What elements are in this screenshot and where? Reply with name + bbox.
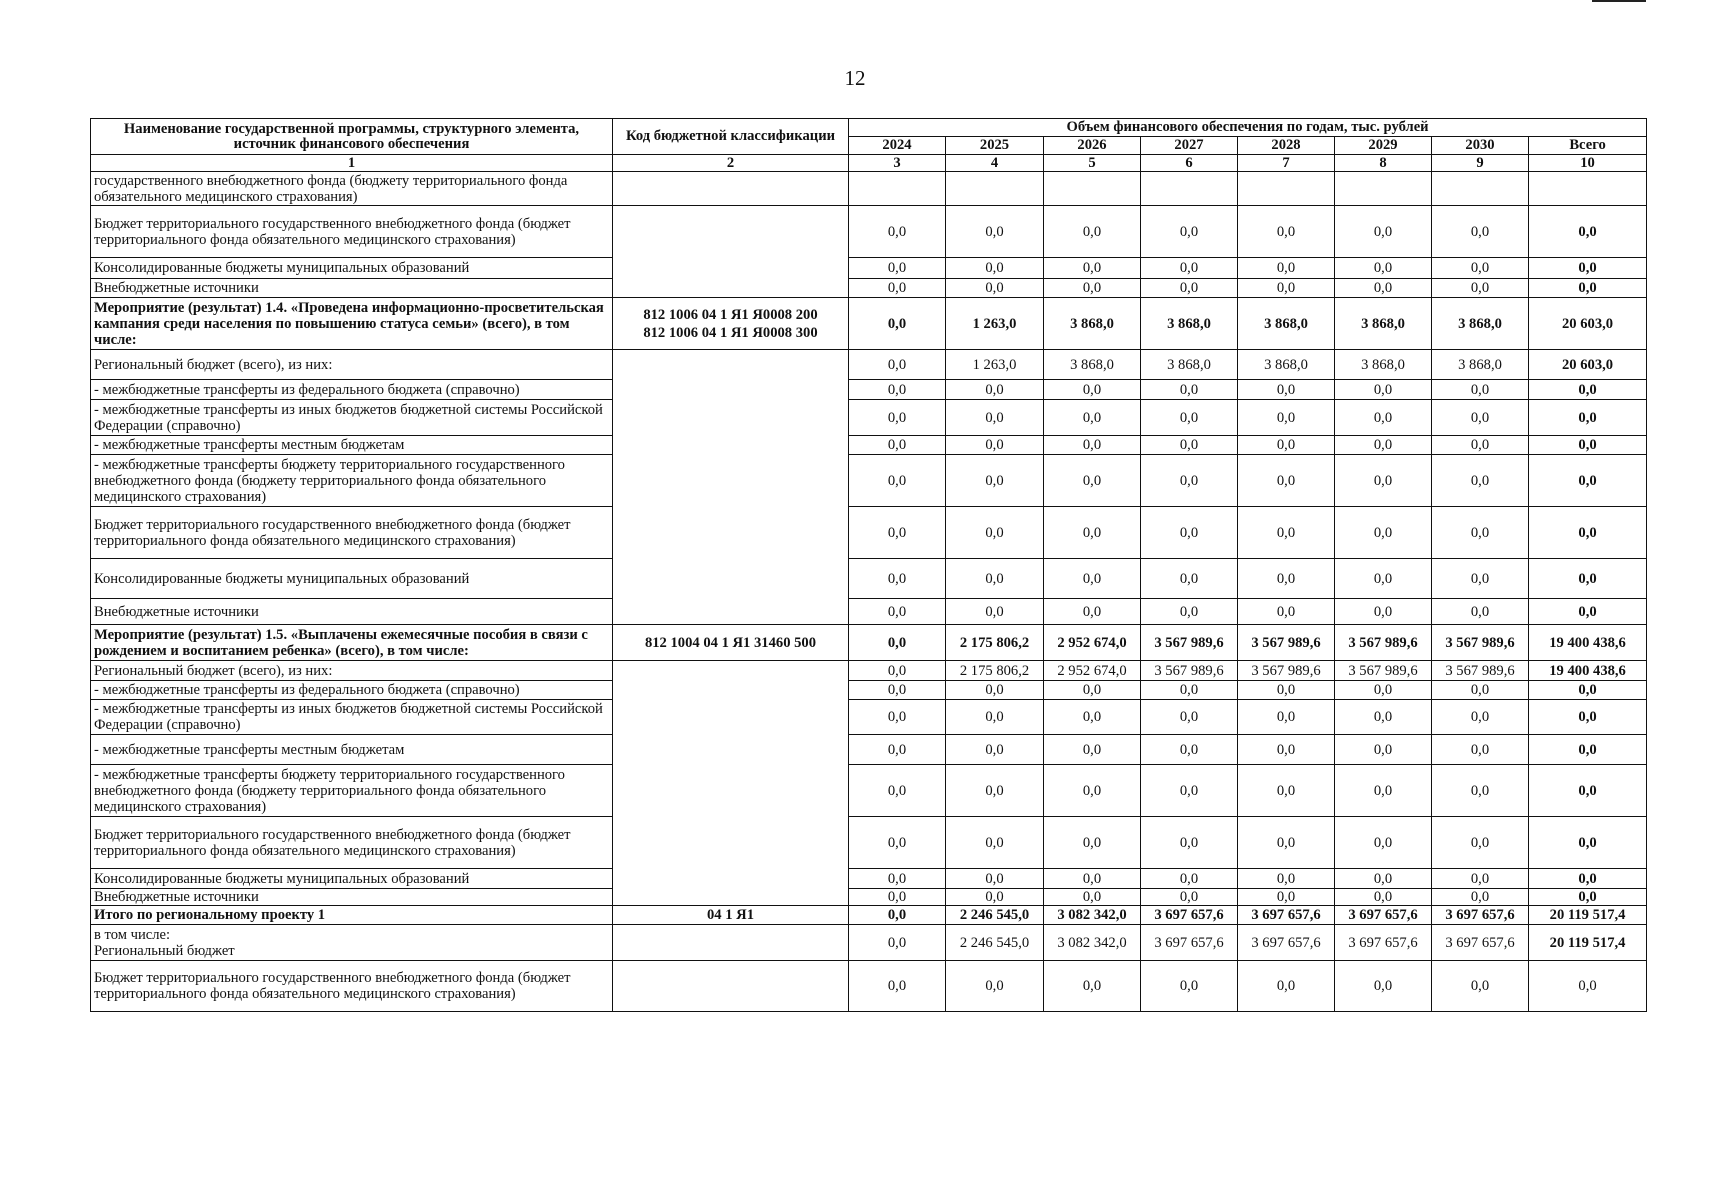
column-number: 4 <box>946 155 1044 172</box>
column-number: 10 <box>1529 155 1647 172</box>
total-value: 0,0 <box>1529 961 1647 1012</box>
year-value: 0,0 <box>1238 206 1335 258</box>
year-value: 0,0 <box>849 817 946 869</box>
year-value: 3 697 657,6 <box>1238 925 1335 961</box>
year-value <box>1141 172 1238 206</box>
table-row <box>91 559 1647 599</box>
year-value: 2 952 674,0 <box>1044 661 1141 681</box>
year-value: 3 567 989,6 <box>1141 625 1238 661</box>
year-value <box>1044 172 1141 206</box>
year-value: 0,0 <box>849 961 946 1012</box>
year-value: 0,0 <box>1432 765 1529 817</box>
row-name: Мероприятие (результат) 1.4. «Проведена информационно-просветительская кампания среди населения по повышению статуса семьи» (всего), в том числе: <box>91 298 613 350</box>
year-value: 0,0 <box>1335 869 1432 889</box>
year-value: 0,0 <box>1141 869 1238 889</box>
table-row <box>91 765 1647 817</box>
budget-code <box>613 925 849 961</box>
year-value: 0,0 <box>946 869 1044 889</box>
table-row <box>91 661 1647 681</box>
year-value: 0,0 <box>1432 869 1529 889</box>
header-name-column: Наименование государственной программы, структурного элемента, источник финансового обеспечения <box>91 119 613 155</box>
column-number: 6 <box>1141 155 1238 172</box>
row-name: Мероприятие (результат) 1.5. «Выплачены ежемесячные пособия в связи с рождением и воспитанием ребенка» (всего), в том числе: <box>91 625 613 661</box>
row-name: - межбюджетные трансферты из федерального бюджета (справочно) <box>91 681 613 700</box>
year-value: 0,0 <box>1141 599 1238 625</box>
year-value: 0,0 <box>1238 889 1335 906</box>
year-value: 3 868,0 <box>1238 298 1335 350</box>
year-value: 0,0 <box>1335 455 1432 507</box>
budget-code <box>613 661 849 906</box>
year-value <box>1335 172 1432 206</box>
table-row <box>91 906 1647 925</box>
row-name: Внебюджетные источники <box>91 279 613 298</box>
year-value: 0,0 <box>946 735 1044 765</box>
year-value: 0,0 <box>849 206 946 258</box>
row-name: Региональный бюджет (всего), из них: <box>91 350 613 380</box>
year-value: 0,0 <box>849 400 946 436</box>
year-value: 0,0 <box>946 559 1044 599</box>
financing-table <box>90 118 1647 1012</box>
total-value: 0,0 <box>1529 507 1647 559</box>
row-name: Итого по региональному проекту 1 <box>91 906 613 925</box>
row-name: в том числе: Региональный бюджет <box>91 925 613 961</box>
year-value: 0,0 <box>1141 735 1238 765</box>
header-year: 2026 <box>1044 137 1141 155</box>
year-value: 0,0 <box>1335 817 1432 869</box>
header-year: 2027 <box>1141 137 1238 155</box>
year-value: 3 567 989,6 <box>1335 625 1432 661</box>
year-value: 0,0 <box>1141 436 1238 455</box>
table-row <box>91 961 1647 1012</box>
year-value: 2 246 545,0 <box>946 925 1044 961</box>
year-value: 0,0 <box>1238 455 1335 507</box>
year-value: 0,0 <box>1238 279 1335 298</box>
year-value: 2 952 674,0 <box>1044 625 1141 661</box>
year-value: 0,0 <box>1141 681 1238 700</box>
year-value: 0,0 <box>849 661 946 681</box>
table-row <box>91 380 1647 400</box>
total-value: 0,0 <box>1529 206 1647 258</box>
year-value: 0,0 <box>1335 258 1432 279</box>
year-value: 2 246 545,0 <box>946 906 1044 925</box>
total-value: 0,0 <box>1529 455 1647 507</box>
year-value: 0,0 <box>1432 599 1529 625</box>
total-value: 0,0 <box>1529 599 1647 625</box>
year-value: 0,0 <box>1141 258 1238 279</box>
table-row <box>91 298 1647 350</box>
year-value: 3 697 657,6 <box>1141 925 1238 961</box>
year-value: 0,0 <box>1141 279 1238 298</box>
year-value: 0,0 <box>1044 599 1141 625</box>
year-value: 0,0 <box>849 700 946 735</box>
budget-code <box>613 961 849 1012</box>
year-value: 0,0 <box>1335 380 1432 400</box>
header-year: 2028 <box>1238 137 1335 155</box>
year-value: 0,0 <box>1238 869 1335 889</box>
year-value: 3 868,0 <box>1432 298 1529 350</box>
column-number: 9 <box>1432 155 1529 172</box>
year-value: 3 567 989,6 <box>1141 661 1238 681</box>
year-value: 0,0 <box>1044 735 1141 765</box>
year-value: 0,0 <box>1432 380 1529 400</box>
year-value: 0,0 <box>1238 436 1335 455</box>
total-value: 0,0 <box>1529 700 1647 735</box>
year-value: 0,0 <box>946 279 1044 298</box>
year-value: 0,0 <box>849 735 946 765</box>
year-value: 0,0 <box>946 889 1044 906</box>
year-value: 0,0 <box>946 765 1044 817</box>
year-value: 3 868,0 <box>1044 350 1141 380</box>
column-number: 8 <box>1335 155 1432 172</box>
table-row <box>91 350 1647 380</box>
column-number-row <box>91 155 1647 172</box>
table-row <box>91 625 1647 661</box>
year-value: 0,0 <box>1432 436 1529 455</box>
year-value: 0,0 <box>1238 258 1335 279</box>
year-value: 0,0 <box>1044 961 1141 1012</box>
year-value: 0,0 <box>1044 559 1141 599</box>
year-value: 0,0 <box>1335 279 1432 298</box>
year-value: 0,0 <box>849 559 946 599</box>
year-value: 0,0 <box>849 436 946 455</box>
year-value: 0,0 <box>1141 817 1238 869</box>
total-value: 0,0 <box>1529 735 1647 765</box>
year-value: 0,0 <box>1044 817 1141 869</box>
budget-code <box>613 172 849 206</box>
year-value: 0,0 <box>1432 961 1529 1012</box>
row-name: Консолидированные бюджеты муниципальных образований <box>91 559 613 599</box>
year-value: 3 567 989,6 <box>1238 661 1335 681</box>
year-value: 0,0 <box>946 817 1044 869</box>
year-value: 3 567 989,6 <box>1432 661 1529 681</box>
year-value: 0,0 <box>946 436 1044 455</box>
year-value: 0,0 <box>1141 455 1238 507</box>
year-value: 3 868,0 <box>1141 298 1238 350</box>
year-value: 0,0 <box>1044 507 1141 559</box>
year-value: 0,0 <box>1432 258 1529 279</box>
year-value: 0,0 <box>1432 735 1529 765</box>
year-value: 0,0 <box>1044 380 1141 400</box>
year-value: 0,0 <box>1432 507 1529 559</box>
column-number: 3 <box>849 155 946 172</box>
table-row <box>91 889 1647 906</box>
year-value: 0,0 <box>849 599 946 625</box>
header-year: 2024 <box>849 137 946 155</box>
year-value: 0,0 <box>1238 765 1335 817</box>
total-value: 20 603,0 <box>1529 298 1647 350</box>
year-value: 0,0 <box>1044 869 1141 889</box>
year-value <box>946 172 1044 206</box>
year-value: 0,0 <box>946 507 1044 559</box>
table-row <box>91 172 1647 206</box>
row-name: Бюджет территориального государственного внебюджетного фонда (бюджет территориального фонда обязательного медицинского страхования) <box>91 961 613 1012</box>
year-value: 0,0 <box>1238 961 1335 1012</box>
total-value: 0,0 <box>1529 559 1647 599</box>
total-value: 0,0 <box>1529 817 1647 869</box>
year-value: 0,0 <box>849 298 946 350</box>
row-name: Региональный бюджет (всего), из них: <box>91 661 613 681</box>
year-value: 0,0 <box>1432 400 1529 436</box>
table-row <box>91 869 1647 889</box>
year-value: 0,0 <box>1432 455 1529 507</box>
year-value: 0,0 <box>1335 400 1432 436</box>
year-value: 3 082 342,0 <box>1044 925 1141 961</box>
year-value: 0,0 <box>946 455 1044 507</box>
year-value: 0,0 <box>946 380 1044 400</box>
year-value: 0,0 <box>849 279 946 298</box>
year-value: 0,0 <box>1238 380 1335 400</box>
year-value: 3 697 657,6 <box>1141 906 1238 925</box>
header-year: 2029 <box>1335 137 1432 155</box>
year-value: 0,0 <box>1432 559 1529 599</box>
year-value: 0,0 <box>1141 765 1238 817</box>
table-row <box>91 700 1647 735</box>
year-value: 0,0 <box>1141 889 1238 906</box>
year-value: 0,0 <box>1335 206 1432 258</box>
row-name: - межбюджетные трансферты из иных бюджетов бюджетной системы Российской Федерации (справочно) <box>91 700 613 735</box>
year-value: 0,0 <box>1238 735 1335 765</box>
year-value: 0,0 <box>1335 889 1432 906</box>
year-value: 0,0 <box>1432 206 1529 258</box>
year-value: 1 263,0 <box>946 298 1044 350</box>
row-name: Бюджет территориального государственного внебюджетного фонда (бюджет территориального фонда обязательного медицинского страхования) <box>91 817 613 869</box>
year-value: 0,0 <box>1238 599 1335 625</box>
year-value: 3 697 657,6 <box>1432 925 1529 961</box>
year-value: 0,0 <box>946 258 1044 279</box>
row-name: Консолидированные бюджеты муниципальных образований <box>91 258 613 279</box>
year-value: 0,0 <box>849 765 946 817</box>
year-value: 0,0 <box>1044 400 1141 436</box>
row-name: Внебюджетные источники <box>91 889 613 906</box>
row-name: - межбюджетные трансферты местным бюджетам <box>91 436 613 455</box>
row-name: Бюджет территориального государственного внебюджетного фонда (бюджет территориального фонда обязательного медицинского страхования) <box>91 206 613 258</box>
year-value <box>1238 172 1335 206</box>
total-value: 0,0 <box>1529 380 1647 400</box>
year-value: 0,0 <box>1044 681 1141 700</box>
table-row <box>91 279 1647 298</box>
year-value: 2 175 806,2 <box>946 661 1044 681</box>
total-value <box>1529 172 1647 206</box>
year-value: 0,0 <box>946 599 1044 625</box>
year-value: 0,0 <box>1044 206 1141 258</box>
budget-code: 812 1004 04 1 Я1 31460 500 <box>613 625 849 661</box>
total-value: 0,0 <box>1529 869 1647 889</box>
header-year: 2025 <box>946 137 1044 155</box>
row-name: Бюджет территориального государственного внебюджетного фонда (бюджет территориального фонда обязательного медицинского страхования) <box>91 507 613 559</box>
year-value: 0,0 <box>1141 380 1238 400</box>
table-row <box>91 436 1647 455</box>
header-volume-group: Объем финансового обеспечения по годам, тыс. рублей <box>849 119 1647 137</box>
header-total: Всего <box>1529 137 1647 155</box>
total-value: 0,0 <box>1529 279 1647 298</box>
row-name: - межбюджетные трансферты бюджету территориального государственного внебюджетного фонда (бюджету территориального фонда обязательного медицинского страхования) <box>91 455 613 507</box>
year-value: 0,0 <box>1432 279 1529 298</box>
budget-code: 04 1 Я1 <box>613 906 849 925</box>
budget-code: 812 1006 04 1 Я1 Я0008 200 812 1006 04 1 Я1 Я0008 300 <box>613 298 849 350</box>
year-value: 0,0 <box>1044 258 1141 279</box>
row-name: - межбюджетные трансферты из федерального бюджета (справочно) <box>91 380 613 400</box>
year-value: 3 697 657,6 <box>1238 906 1335 925</box>
row-name: - межбюджетные трансферты местным бюджетам <box>91 735 613 765</box>
year-value: 0,0 <box>1044 436 1141 455</box>
year-value: 0,0 <box>1335 507 1432 559</box>
year-value: 0,0 <box>849 455 946 507</box>
year-value: 0,0 <box>1141 206 1238 258</box>
year-value: 0,0 <box>1432 817 1529 869</box>
header-year: 2030 <box>1432 137 1529 155</box>
year-value: 0,0 <box>849 258 946 279</box>
row-name: - межбюджетные трансферты бюджету территориального государственного внебюджетного фонда (бюджету территориального фонда обязательного медицинского страхования) <box>91 765 613 817</box>
year-value: 0,0 <box>849 906 946 925</box>
year-value: 0,0 <box>849 889 946 906</box>
table-row <box>91 817 1647 869</box>
year-value: 0,0 <box>946 961 1044 1012</box>
year-value <box>1432 172 1529 206</box>
total-value: 0,0 <box>1529 258 1647 279</box>
year-value: 0,0 <box>1335 735 1432 765</box>
year-value: 0,0 <box>1432 700 1529 735</box>
column-number: 1 <box>91 155 613 172</box>
row-name: Внебюджетные источники <box>91 599 613 625</box>
total-value: 0,0 <box>1529 436 1647 455</box>
year-value: 0,0 <box>849 507 946 559</box>
year-value: 3 567 989,6 <box>1238 625 1335 661</box>
year-value: 0,0 <box>1141 507 1238 559</box>
year-value: 0,0 <box>1238 400 1335 436</box>
year-value: 3 082 342,0 <box>1044 906 1141 925</box>
year-value: 0,0 <box>1141 700 1238 735</box>
year-value: 0,0 <box>1335 436 1432 455</box>
year-value: 3 567 989,6 <box>1432 625 1529 661</box>
column-number: 5 <box>1044 155 1141 172</box>
header-code-column: Код бюджетной классификации <box>613 119 849 155</box>
year-value: 0,0 <box>1238 507 1335 559</box>
row-name: Консолидированные бюджеты муниципальных образований <box>91 869 613 889</box>
table-row <box>91 681 1647 700</box>
year-value: 3 697 657,6 <box>1335 906 1432 925</box>
year-value: 3 567 989,6 <box>1335 661 1432 681</box>
budget-code <box>613 350 849 625</box>
year-value: 3 868,0 <box>1335 298 1432 350</box>
year-value: 0,0 <box>1335 961 1432 1012</box>
table-row <box>91 925 1647 961</box>
total-value: 0,0 <box>1529 889 1647 906</box>
year-value: 0,0 <box>1335 681 1432 700</box>
year-value: 3 697 657,6 <box>1432 906 1529 925</box>
table-row <box>91 455 1647 507</box>
column-number: 2 <box>613 155 849 172</box>
row-name: - межбюджетные трансферты из иных бюджетов бюджетной системы Российской Федерации (справочно) <box>91 400 613 436</box>
year-value: 0,0 <box>1141 961 1238 1012</box>
year-value: 0,0 <box>1335 765 1432 817</box>
table-row <box>91 507 1647 559</box>
year-value: 0,0 <box>1141 400 1238 436</box>
year-value: 3 868,0 <box>1044 298 1141 350</box>
year-value: 0,0 <box>1044 889 1141 906</box>
year-value: 0,0 <box>946 681 1044 700</box>
year-value: 0,0 <box>849 681 946 700</box>
total-value: 0,0 <box>1529 681 1647 700</box>
year-value: 3 868,0 <box>1141 350 1238 380</box>
total-value: 0,0 <box>1529 765 1647 817</box>
year-value: 3 697 657,6 <box>1335 925 1432 961</box>
total-value: 0,0 <box>1529 400 1647 436</box>
row-name: государственного внебюджетного фонда (бюджету территориального фонда обязательного медицинского страхования) <box>91 172 613 206</box>
year-value: 0,0 <box>1044 700 1141 735</box>
year-value: 0,0 <box>1044 279 1141 298</box>
table-row <box>91 258 1647 279</box>
year-value: 0,0 <box>849 625 946 661</box>
year-value: 0,0 <box>1141 559 1238 599</box>
year-value: 0,0 <box>946 400 1044 436</box>
total-value: 19 400 438,6 <box>1529 661 1647 681</box>
total-value: 19 400 438,6 <box>1529 625 1647 661</box>
year-value: 0,0 <box>1044 765 1141 817</box>
total-value: 20 119 517,4 <box>1529 925 1647 961</box>
year-value: 0,0 <box>1432 681 1529 700</box>
year-value: 0,0 <box>1238 559 1335 599</box>
total-value: 20 119 517,4 <box>1529 906 1647 925</box>
year-value: 0,0 <box>1238 700 1335 735</box>
year-value: 0,0 <box>849 380 946 400</box>
year-value: 0,0 <box>849 869 946 889</box>
total-value: 20 603,0 <box>1529 350 1647 380</box>
table-row <box>91 400 1647 436</box>
year-value: 0,0 <box>849 350 946 380</box>
scan-mark <box>1592 0 1646 2</box>
year-value: 0,0 <box>849 925 946 961</box>
year-value: 0,0 <box>1335 700 1432 735</box>
table-row <box>91 599 1647 625</box>
year-value: 1 263,0 <box>946 350 1044 380</box>
year-value: 0,0 <box>1044 455 1141 507</box>
year-value: 0,0 <box>1238 681 1335 700</box>
table-row <box>91 735 1647 765</box>
year-value: 3 868,0 <box>1335 350 1432 380</box>
year-value <box>849 172 946 206</box>
year-value: 0,0 <box>1335 599 1432 625</box>
table-row <box>91 206 1647 258</box>
year-value: 3 868,0 <box>1238 350 1335 380</box>
budget-code <box>613 206 849 298</box>
year-value: 0,0 <box>1238 817 1335 869</box>
year-value: 0,0 <box>946 206 1044 258</box>
year-value: 0,0 <box>1335 559 1432 599</box>
year-value: 0,0 <box>1432 889 1529 906</box>
year-value: 2 175 806,2 <box>946 625 1044 661</box>
year-value: 0,0 <box>946 700 1044 735</box>
year-value: 3 868,0 <box>1432 350 1529 380</box>
column-number: 7 <box>1238 155 1335 172</box>
page-number: 12 <box>844 66 866 90</box>
